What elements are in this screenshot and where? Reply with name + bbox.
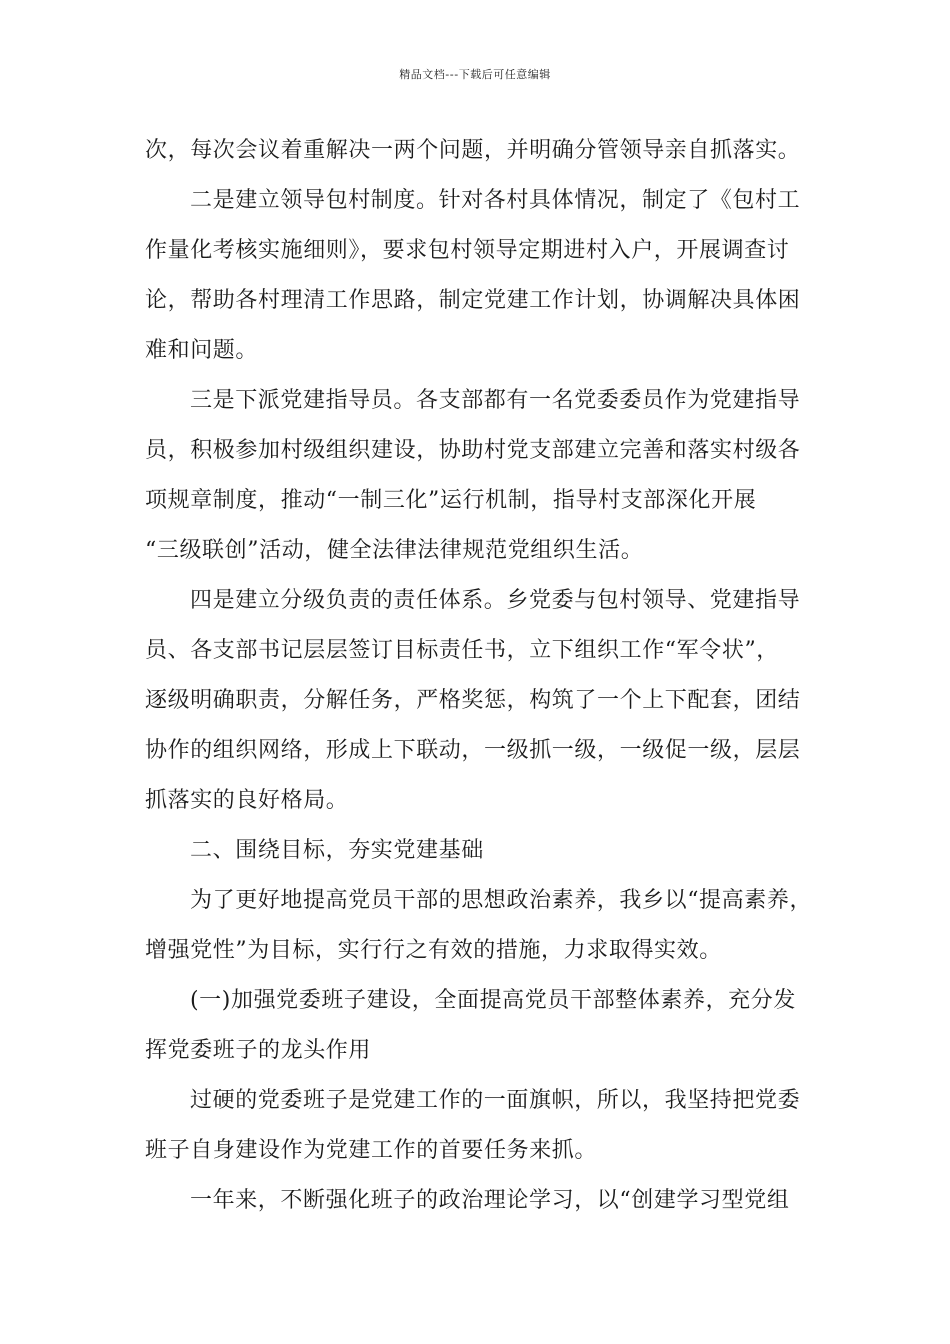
subsection-heading: (一)加强党委班子建设，全面提高党员干部整体素养，充分发 bbox=[190, 988, 796, 1013]
text-line: 逐级明确职责，分解任务，严格奖惩，构筑了一个上下配套，团结 bbox=[145, 688, 801, 713]
text-line: “三级联创”活动，健全法律法律规范党组织生活。 bbox=[145, 538, 644, 563]
text-line: 协作的组织网络，形成上下联动，一级抓一级，一级促一级，层层 bbox=[145, 738, 801, 763]
paragraph-start: 二是建立领导包村制度。针对各村具体情况，制定了《包村工 bbox=[190, 188, 801, 213]
text-line: 员、各支部书记层层签订目标责任书，立下组织工作“军令状”， bbox=[145, 638, 779, 663]
paragraph-start: 过硬的党委班子是党建工作的一面旗帜，所以，我坚持把党委 bbox=[190, 1088, 801, 1113]
text-line: 员，积极参加村级组织建设，协助村党支部建立完善和落实村级各 bbox=[145, 438, 801, 463]
paragraph-start: 三是下派党建指导员。各支部都有一名党委委员作为党建指导 bbox=[190, 388, 801, 413]
section-heading: 二、围绕目标，夯实党建基础 bbox=[190, 838, 484, 863]
paragraph-start: 一年来，不断强化班子的政治理论学习，以“创建学习型党组 bbox=[190, 1188, 790, 1213]
text-line: 增强党性”为目标，实行行之有效的措施，力求取得实效。 bbox=[145, 938, 722, 963]
text-line: 项规章制度，推动“一制三化”运行机制，指导村支部深化开展 bbox=[145, 488, 757, 513]
subsection-heading-cont: 挥党委班子的龙头作用 bbox=[145, 1038, 372, 1063]
text-line: 次，每次会议着重解决一两个问题，并明确分管领导亲自抓落实。 bbox=[145, 138, 801, 163]
paragraph-start: 四是建立分级负责的责任体系。乡党委与包村领导、党建指导 bbox=[190, 588, 801, 613]
paragraph-start: 为了更好地提高党员干部的思想政治素养，我乡以“提高素养， bbox=[190, 888, 813, 913]
text-line: 班子自身建设作为党建工作的首要任务来抓。 bbox=[145, 1138, 598, 1163]
text-line: 抓落实的良好格局。 bbox=[145, 788, 349, 813]
text-line: 难和问题。 bbox=[145, 338, 259, 363]
page-header: 精品文档---下载后可任意编辑 bbox=[399, 68, 551, 81]
text-line: 作量化考核实施细则》，要求包村领导定期进村入户，开展调查讨 bbox=[145, 238, 790, 263]
text-line: 论，帮助各村理清工作思路，制定党建工作计划，协调解决具体困 bbox=[145, 288, 801, 313]
